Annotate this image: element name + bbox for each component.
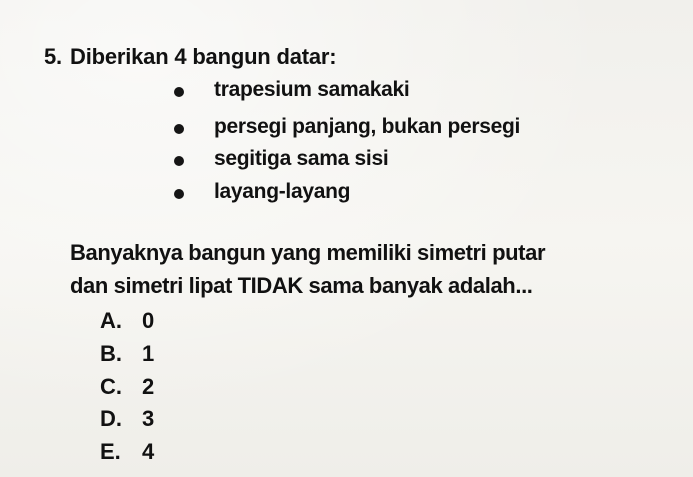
shape-label: trapesium samakaki xyxy=(214,78,410,101)
option-letter: E. xyxy=(100,439,121,464)
option-b[interactable] xyxy=(100,341,154,367)
option-value: 4 xyxy=(142,439,155,464)
shape-label: segitiga sama sisi xyxy=(214,147,389,170)
bullet-icon xyxy=(174,156,184,166)
option-letter: A. xyxy=(100,308,122,333)
prompt-line-2: dan simetri lipat TIDAK sama banyak adalah... xyxy=(70,273,533,298)
question-number: 5. xyxy=(44,44,62,69)
option-value: 1 xyxy=(142,341,155,366)
option-letter: C. xyxy=(100,374,122,399)
option-a[interactable] xyxy=(100,308,154,334)
option-value: 3 xyxy=(142,406,155,431)
option-value: 2 xyxy=(142,374,155,399)
bullet-icon xyxy=(174,189,184,199)
prompt-line-1: Banyaknya bangun yang memiliki simetri putar xyxy=(70,240,546,265)
option-letter: B. xyxy=(100,341,122,366)
option-d[interactable] xyxy=(100,406,154,432)
shape-label: persegi panjang, bukan persegi xyxy=(214,115,521,138)
option-value: 0 xyxy=(142,308,155,333)
option-c[interactable] xyxy=(100,374,154,400)
bullet-icon xyxy=(174,87,184,97)
bullet-icon xyxy=(174,124,184,134)
shape-label: layang-layang xyxy=(214,180,351,203)
option-letter: D. xyxy=(100,406,122,431)
question-title: Diberikan 4 bangun datar: xyxy=(70,44,337,69)
option-e[interactable] xyxy=(100,439,154,465)
